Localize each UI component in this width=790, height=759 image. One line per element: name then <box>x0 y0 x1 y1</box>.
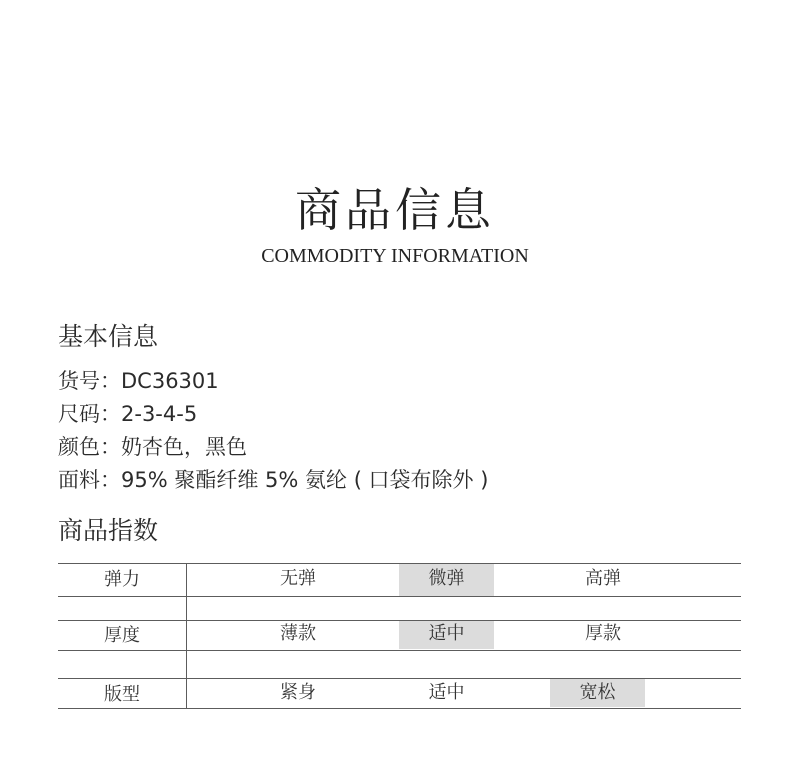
option-cell: 厚款 <box>585 623 621 644</box>
info-value: DC36301 <box>121 369 219 393</box>
row-label-fit: 版型 <box>104 684 140 705</box>
info-value: 奶杏色，黑色 <box>121 435 247 459</box>
option-cell: 高弹 <box>585 568 621 589</box>
page-subtitle: COMMODITY INFORMATION <box>261 245 529 267</box>
table-rule <box>58 678 741 679</box>
option-cell: 无弹 <box>280 568 316 589</box>
option-cell: 薄款 <box>280 623 316 644</box>
table-rule <box>58 563 741 564</box>
product-index-table <box>58 563 741 709</box>
info-value: 2-3-4-5 <box>121 402 198 426</box>
table-rule <box>58 708 741 709</box>
option-cell-selected: 宽松 <box>579 682 616 703</box>
option-cell-selected: 适中 <box>428 623 465 644</box>
info-row-color <box>58 432 247 462</box>
index-heading: 商品指数 <box>58 516 159 545</box>
info-key: 货号： <box>58 369 121 393</box>
table-divider <box>186 563 187 709</box>
page-title: 商品信息 <box>295 183 495 237</box>
info-row-sku <box>58 366 219 396</box>
info-row-fabric <box>58 465 488 495</box>
table-rule <box>58 620 741 621</box>
table-rule <box>58 596 741 597</box>
info-key: 颜色： <box>58 435 121 459</box>
table-rule <box>58 650 741 651</box>
row-label-thickness: 厚度 <box>104 625 140 646</box>
info-row-size <box>58 399 197 429</box>
info-value: 95% 聚酯纤维 5% 氨纶 ( 口袋布除外 ) <box>121 468 489 492</box>
basic-info-heading: 基本信息 <box>58 322 159 351</box>
info-key: 尺码： <box>58 402 121 426</box>
row-label-elasticity: 弹力 <box>104 569 140 590</box>
option-cell: 适中 <box>428 682 465 703</box>
option-cell-selected: 微弹 <box>428 568 465 589</box>
option-cell: 紧身 <box>280 682 316 703</box>
info-key: 面料： <box>58 468 121 492</box>
